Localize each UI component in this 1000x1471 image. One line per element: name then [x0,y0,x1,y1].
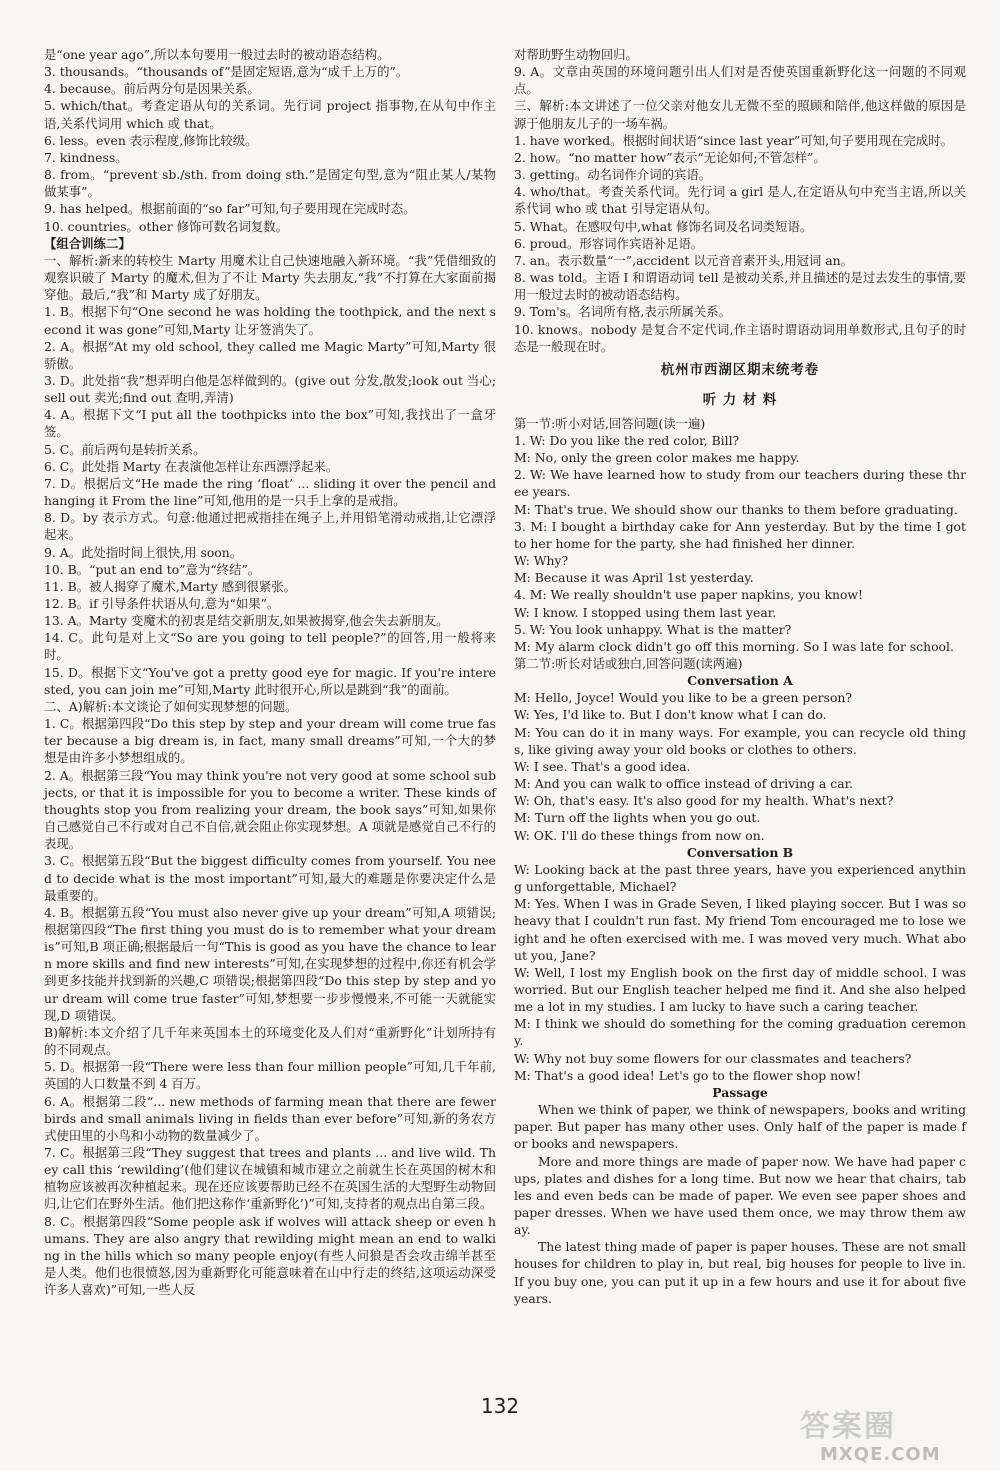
watermark-seal: 答案圈 [800,1409,896,1444]
text-line: 11. B。被人揭穿了魔术,Marty 感到很紧张。 [44,578,297,594]
page-number: 132 [480,1394,520,1418]
text-line: W: Why not buy some flowers for our classmates and teachers? [514,1050,912,1066]
text-line: 9. has helped。根据前面的“so far”可知,句子要用现在完成时态。 [44,201,416,217]
text-line: 二、A)解析:本文谈论了如何实现梦想的问题。 [44,698,298,714]
text-line: 10. countries。other 修饰可数名词复数。 [44,218,289,234]
text-line: 7. an。表示数量“一”,accident 以元音音素开头,用冠词 an。 [514,252,854,268]
text-line: 8. was told。主语 I 和谓语动词 tell 是被动关系,并且描述的是过去发生的事情,要用一般过去时的被动语态结构。 [514,270,966,303]
text-line: 2. W: We have learned how to study from our teachers during these three years. [514,467,966,500]
text-line: M: Turn off the lights when you go out. [514,810,761,826]
text-line: M: My alarm clock didn't go off this morning. So I was late for school. [514,638,954,654]
text-line: 三、解析:本文讲述了一位父亲对他女儿无微不至的照顾和陪伴,他这样做的原因是源于他朋友儿子的一场车祸。 [514,98,966,131]
text-line: 5. which/that。考查定语从句的关系词。先行词 project 指事物,在从句中作主语,关系代词用 which 或 that。 [44,98,496,131]
text-line: M: That's a good idea! Let's go to the flower shop now! [514,1067,862,1083]
text-line: 4. who/that。考查关系代词。先行词 a girl 是人,在定语从句中充当主语,所以关系代词 who 或 that 引导定语从句。 [514,184,966,217]
text-line: W: I see. That's a good idea. [514,758,691,774]
section-heading: 杭州市西湖区期末统考卷 [660,361,820,378]
text-line: 3. thousands。“thousands of”是固定短语,意为“成千上万的”。 [44,64,409,80]
text-line: 对帮助野生动物回归。 [514,47,638,62]
section-heading: Conversation A [687,673,793,689]
text-line: 8. from。“prevent sb./sth. from doing sth.”是固定句型,意为“阻止某人/某物做某事”。 [44,167,496,200]
text-line: M: Because it was April 1st yesterday. [514,570,754,586]
text-line: M: You can do it in many ways. For example, you can recycle old things, like giving away your old books or clothes to others. [514,724,966,757]
text-line: 7. C。根据第三段“They suggest that trees and plants ... and live wild. They call this ‘rewilding’(他们建议在城镇和城市建立之前就生长在英国的树木和植物应该被再次种植起来。现在还应该要帮助已经不在英国生活的大型野生动物回归,让它们在野外生活。他们把这称作‘重新野化’)”可知,支持者的观点出自第三段。 [44,1145,496,1212]
text-line: 4. A。根据下文“I put all the toothpicks into the box”可知,我找出了一盒牙签。 [44,407,496,440]
text-line: M: No, only the green color makes me happy. [514,450,800,466]
section-heading: 听 力 材 料 [702,391,778,408]
text-line: M: Hello, Joyce! Would you like to be a green person? [514,690,853,706]
text-line: 3. getting。动名词作介词的宾语。 [514,167,712,183]
text-line: 10. knows。nobody 是复合不定代词,作主语时谓语动词用单数形式,且句子的时态是一般现在时。 [514,321,966,354]
text-line: W: I know. I stopped using them last year. [514,604,777,620]
text-line: 8. D。by 表示方式。句意:他通过把戒指挂在绳子上,并用铅笔滑动戒指,让它漂浮起来。 [44,510,496,543]
text-line: B)解析:本文介绍了几千年来英国本土的环境变化及人们对“重新野化”计划所持有的不同观点。 [44,1024,496,1058]
text-line: 3. C。根据第五段“But the biggest difficulty comes from yourself. You need to decide what is the most important”可知,最大的难题是你要决定什么是最重要的。 [44,853,496,903]
left-column [44,46,496,1298]
text-line: 一、解析:新来的转校生 Marty 用魔术让自己快速地融入新环境。“我”凭借细致的观察识破了 Marty 的魔术,但为了不让 Marty 失去朋友,“我”不打算在大家面前揭穿他。最后,“我”和 Marty 成了好朋友。 [44,252,496,303]
text-line: 2. how。“no matter how”表示“无论如何;不管怎样”。 [514,149,826,165]
text-line: 3. M: I bought a birthday cake for Ann yesterday. But by the time I got to her home for the party, she had finished her dinner. [514,518,966,551]
text-line: 3. D。此处指“我”想弄明白他是怎样做到的。(give out 分发,散发;look out 当心;sell out 卖光;find out 查明,弄清) [44,372,496,406]
text-line: The latest thing made of paper is paper houses. These are not small houses for children to play in, but real, big houses for people to live in. If you buy one, you can put it up in a few hours and use it for about five years. [514,1239,966,1306]
text-line: 5. W: You look unhappy. What is the matter? [514,621,792,637]
text-line: 6. C。此处指 Marty 在表演他怎样让东西漂浮起来。 [44,458,339,474]
text-line: 5. D。根据第一段“There were less than four million people”可知,几千年前,英国的人口数量不到 4 百万。 [44,1059,496,1092]
text-line: 7. D。根据后文“He made the ring ‘float’ ... sliding it over the pencil and hanging it From the line”可知,他用的是一只手上拿的是戒指。 [44,475,496,509]
text-line: M: I think we should do something for the coming graduation ceremony. [514,1016,966,1049]
text-line: 5. C。前后两句是转折关系。 [44,441,206,457]
text-line: 第二节:听长对话或独白,回答问题(读两遍) [514,656,743,671]
text-line: 13. A。Marty 变魔术的初衷是结交新朋友,如果被揭穿,他会失去新朋友。 [44,613,449,629]
text-line: 4. because。前后两分句是因果关系。 [44,81,260,97]
text-line: 2. A。根据第三段“You may think you're not very good at some school subjects, or that it is impossible for you to become a writer. These kinds of thoughts stop you from realizing your dream, the book says”可知,如果你自己感觉自己不行或对自己不自信,就会阻止你实现梦想。A 项就是感觉自己不行的表现。 [44,767,496,852]
section-heading: Passage [712,1084,768,1100]
text-line: 4. B。根据第五段“You must also never give up your dream”可知,A 项错误;根据第四段“The first thing you must do is to remember what your dream is”可知,B 项正确;根据最后一句“This is good as you have the chance to learn more skills and find new interests”可知,在实现梦想的过程中,你还有机会学到更多技能并找到新的兴趣,C 项错误;根据第四段“Do this step by step and your dream will come true faster”可知,梦想要一步步慢慢来,不可能一天就能实现,D 项错误。 [44,904,496,1023]
text-line: 15. D。根据下文“You've got a pretty good eye for magic. If you're interested, you can join me”可知,Marty 此时很开心,所以是跳到“我”的面前。 [44,664,496,697]
text-line: 4. M: We really shouldn't use paper napkins, you know! [514,587,863,603]
text-line: 7. kindness。 [44,149,128,165]
text-line: W: Well, I lost my English book on the first day of middle school. I was worried. But our English teacher helped me find it. And she also helped me a lot in my studies. I am lucky to have such a caring teacher. [514,964,966,1015]
text-line: 1. B。根据下句“One second he was holding the toothpick, and the next second it was gone”可知,Marty 让牙签消失了。 [44,304,496,337]
text-line: 9. A。文章由英国的环境问题引出人们对是否使英国重新野化这一问题的不同观点。 [514,64,966,97]
text-line: 6. less。even 表示程度,修饰比较级。 [44,132,258,148]
text-line: W: Yes, I'd like to. But I don't know what I can do. [514,707,827,723]
text-line: 6. A。根据第二段“... new methods of farming mean that there are fewer birds and small animals living in fields than ever before”可知,新的务农方式使田里的小鸟和小动物的数量减少了。 [44,1093,496,1143]
text-line: W: Oh, that's easy. It's also good for my health. What's next? [514,793,894,809]
text-line: 5. What。在感叹句中,what 修饰名词及名词类短语。 [514,218,813,234]
text-line: M: That's true. We should show our thanks to them before graduating. [514,501,958,517]
text-line: 9. Tom's。名词所有格,表示所属关系。 [514,304,732,320]
text-line: When we think of paper, we think of newspapers, books and writing paper. But paper has many other uses. Only half of the paper is made for books and newspapers. [514,1102,966,1152]
text-line: 10. B。“put an end to”意为“终结”。 [44,561,261,577]
text-line: More and more things are made of paper now. We have had paper cups, plates and dishes for a long time. But now we hear that chairs, tables and even beds can be made of paper. We even see paper shoes and paper dresses. When we have used them once, we may throw them away. [514,1153,966,1238]
text-line: 14. C。此句是对上文“So are you going to tell people?”的回答,用一般将来时。 [44,630,496,663]
text-line: M: And you can walk to office instead of driving a car. [514,776,854,792]
watermark-logo [800,1409,970,1468]
right-column [514,46,966,1307]
text-line: 9. A。此处指时间上很快,用 soon。 [44,544,243,560]
text-line: 第一节:听小对话,回答问题(读一遍) [514,415,706,431]
text-line: W: Why? [514,553,569,569]
text-line: 是“one year ago”,所以本句要用一般过去时的被动语态结构。 [44,47,390,62]
section-heading: Conversation B [686,844,794,860]
text-line: 8. C。根据第四段“Some people ask if wolves will attack sheep or even humans. They are also angry that rewilding might mean an end to walking in the hills which so many people enjoy(有些人问狼是否会攻击绵羊甚至是人类。他们也很愤怒,因为重新野化可能意味着在山中行走的终结,这项运动深受许多人喜欢)”可知,一些人反 [44,1213,496,1298]
text-line: 2. A。根据“At my old school, they called me Magic Marty”可知,Marty 很骄傲。 [44,338,496,371]
text-line: 1. W: Do you like the red color, Bill? [514,432,740,448]
text-line: 12. B。if 引导条件状语从句,意为“如果”。 [44,596,280,611]
text-line: W: OK. I'll do these things from now on. [514,827,765,843]
text-line: 6. proud。形容词作宾语补足语。 [514,235,704,251]
text-line: M: Yes. When I was in Grade Seven, I liked playing soccer. But I was so heavy that I couldn't run fast. My friend Tom encouraged me to lose weight and he often exercised with me. I was moved very much. What about you, Jane? [514,896,966,963]
text-line: 1. C。根据第四段“Do this step by step and your dream will come true faster because a big dream is, in fact, many small dreams”可知,一个大的梦想是由许多小梦想组成的。 [44,716,496,766]
text-line: W: Looking back at the past three years, have you experienced anything unforgettable, Michael? [514,861,966,895]
text-line: 1. have worked。根据时间状语“since last year”可知,句子要用现在完成时。 [514,132,953,148]
section-heading: 【组合训练二】 [44,235,131,251]
watermark-site: MXQE.COM [820,1444,941,1465]
